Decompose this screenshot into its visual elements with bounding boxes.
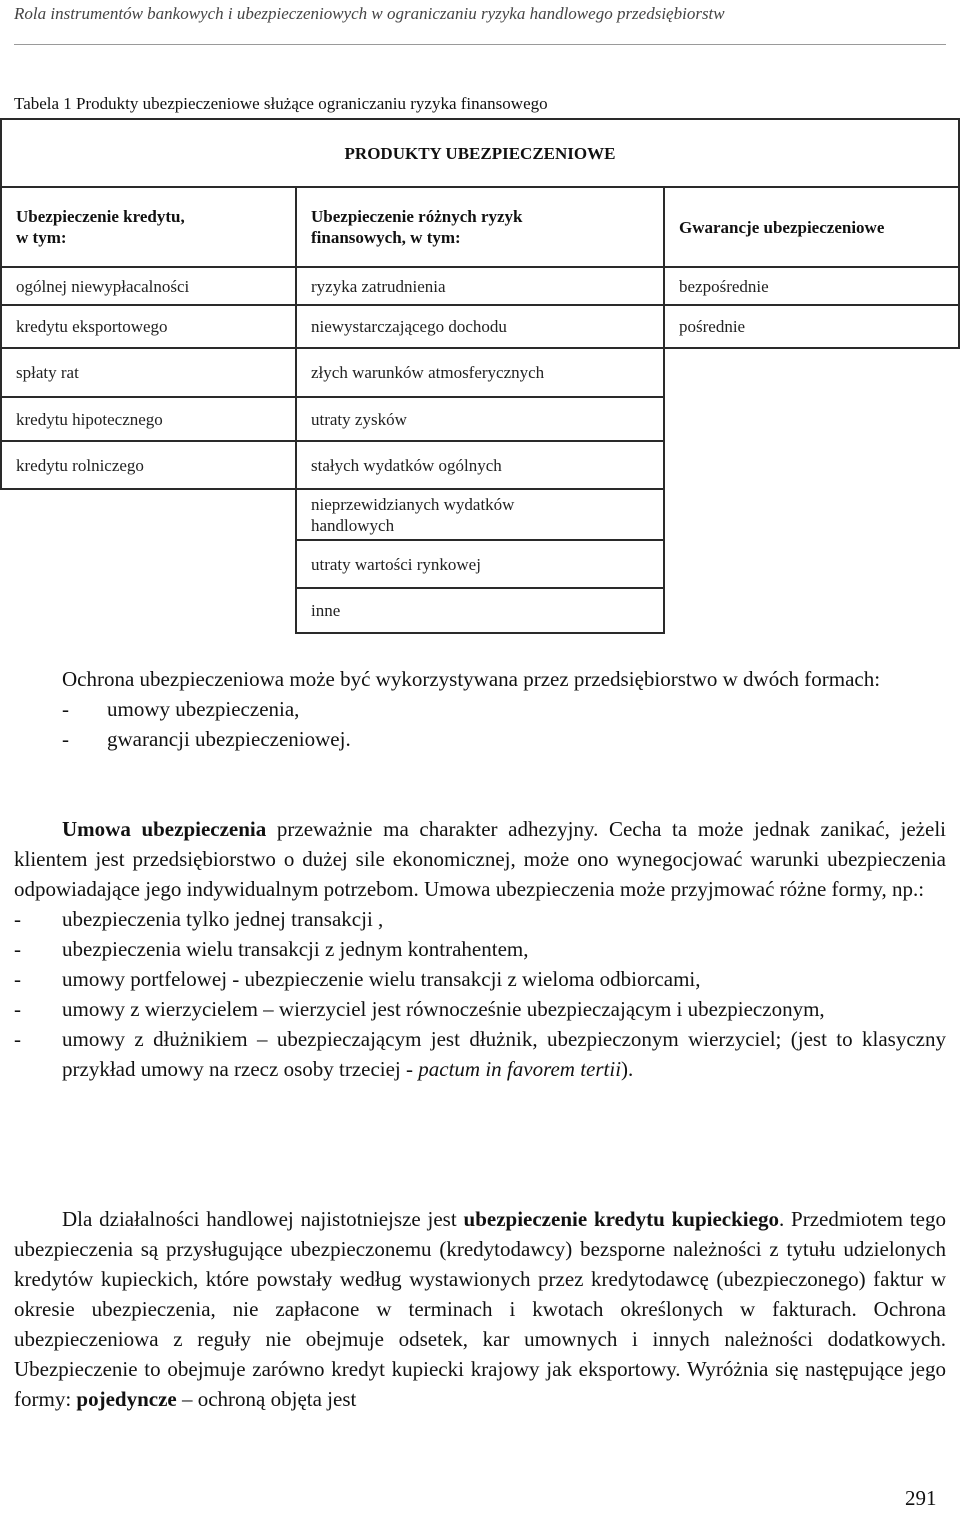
table-cell: złych warunków atmosferycznych [295, 347, 665, 398]
list-item: - ubezpieczenia tylko jednej transakcji , [14, 907, 384, 931]
col1-header: Ubezpieczenie kredytu, w tym: [0, 186, 297, 268]
table-cell: utraty zysków [295, 396, 665, 442]
table-cell: stałych wydatków ogólnych [295, 440, 665, 490]
table-cell: niewystarczającego dochodu [295, 304, 665, 349]
list-item: - umowy ubezpieczenia, [62, 697, 300, 721]
list-item: - umowy portfelowej - ubezpieczenie wielu transakcji z wieloma odbiorcami, [14, 967, 701, 991]
page-number: 291 [905, 1486, 937, 1510]
table-cell: kredytu rolniczego [0, 440, 297, 490]
table-title: PRODUKTY UBEZPIECZENIOWE [0, 118, 960, 188]
table-cell: ogólnej niewypłacalności [0, 266, 297, 306]
col2-header: Ubezpieczenie różnych ryzyk finansowych, w tym: [295, 186, 665, 268]
table-cell: inne [295, 587, 665, 634]
list-item: - umowy z dłużnikiem – ubezpieczającym jest dłużnik, ubezpieczonym wierzyciel; (jest to klasyczny przykład umowy na rzecz osoby trzeciej - pactum in favorem tertii). [14, 1027, 946, 1081]
list-item: - gwarancji ubezpieczeniowej. [62, 727, 351, 751]
table-cell: kredytu eksportowego [0, 304, 297, 349]
paragraph-2: Umowa ubezpieczenia przeważnie ma charakter adhezyjny. Cecha ta może jednak zanikać, jeżeli klientem jest przedsiębiorstwo o dużej sile ekonomicznej, może ono wynegocjować warunki ubezpieczenia odpowiadające jego indywidualnym potrzebom. Umowa ubezpieczenia może przyjmować różne formy, np.: - ubezpieczenia tylko jednej transakcji , - ubezpieczenia wielu transakcji z jednym kontrahentem, - umowy portfelowej - ubezpieczenie wielu transakcji z wieloma odbiorcami, - umowy z wierzycielem – wierzyciel jest równocześnie ubezpieczającym i ubezpieczonym, - umowy z dłużnikiem – ubezpieczającym jest dłużnik, ubezpieczonym wierzyciel; (jest to klasyczny przykład umowy na rzecz osoby trzeciej - pactum in favorem tertii). [14, 814, 946, 1084]
paragraph-1: Ochrona ubezpieczeniowa może być wykorzystywana przez przedsiębiorstwo w dwóch formach: - umowy ubezpieczenia, - gwarancji ubezpieczeniowej. [14, 664, 946, 754]
col3-header: Gwarancje ubezpieczeniowe [663, 186, 960, 268]
table-cell: ryzyka zatrudnienia [295, 266, 665, 306]
table-cell: pośrednie [663, 304, 960, 349]
header-rule [14, 44, 946, 45]
table-cell: spłaty rat [0, 347, 297, 398]
running-header: Rola instrumentów bankowych i ubezpieczeniowych w ograniczaniu ryzyka handlowego przedsiębiorstw [14, 4, 725, 23]
table-cell: bezpośrednie [663, 266, 960, 306]
table-cell: kredytu hipotecznego [0, 396, 297, 442]
list-item: - ubezpieczenia wielu transakcji z jednym kontrahentem, [14, 937, 529, 961]
list-item: - umowy z wierzycielem – wierzyciel jest równocześnie ubezpieczającym i ubezpieczonym, [14, 997, 825, 1021]
table-cell: nieprzewidzianych wydatków handlowych [295, 488, 665, 541]
table-caption: Tabela 1 Produkty ubezpieczeniowe służące ograniczaniu ryzyka finansowego [14, 94, 548, 113]
paragraph-3: Dla działalności handlowej najistotniejsze jest ubezpieczenie kredytu kupieckiego. Przedmiotem tego ubezpieczenia są przysługujące ubezpieczonemu (kredytodawcy) bezsporne należności z tytułu udzielonych kredytów kupieckich, które powstały według wystawionych przez kredytodawcę (ubezpieczonego) faktur w okresie ubezpieczenia, nie zapłacone w terminach i kwotach określonych w fakturach. Ochrona ubezpieczeniowa z reguły nie obejmuje odsetek, kar umownych i innych należności dodatkowych. Ubezpieczenie to obejmuje zarówno kredyt kupiecki krajowy jak eksportowy. Wyróżnia się następujące jego formy: pojedyncze – ochroną objęta jest [14, 1207, 946, 1411]
table-cell: utraty wartości rynkowej [295, 539, 665, 589]
